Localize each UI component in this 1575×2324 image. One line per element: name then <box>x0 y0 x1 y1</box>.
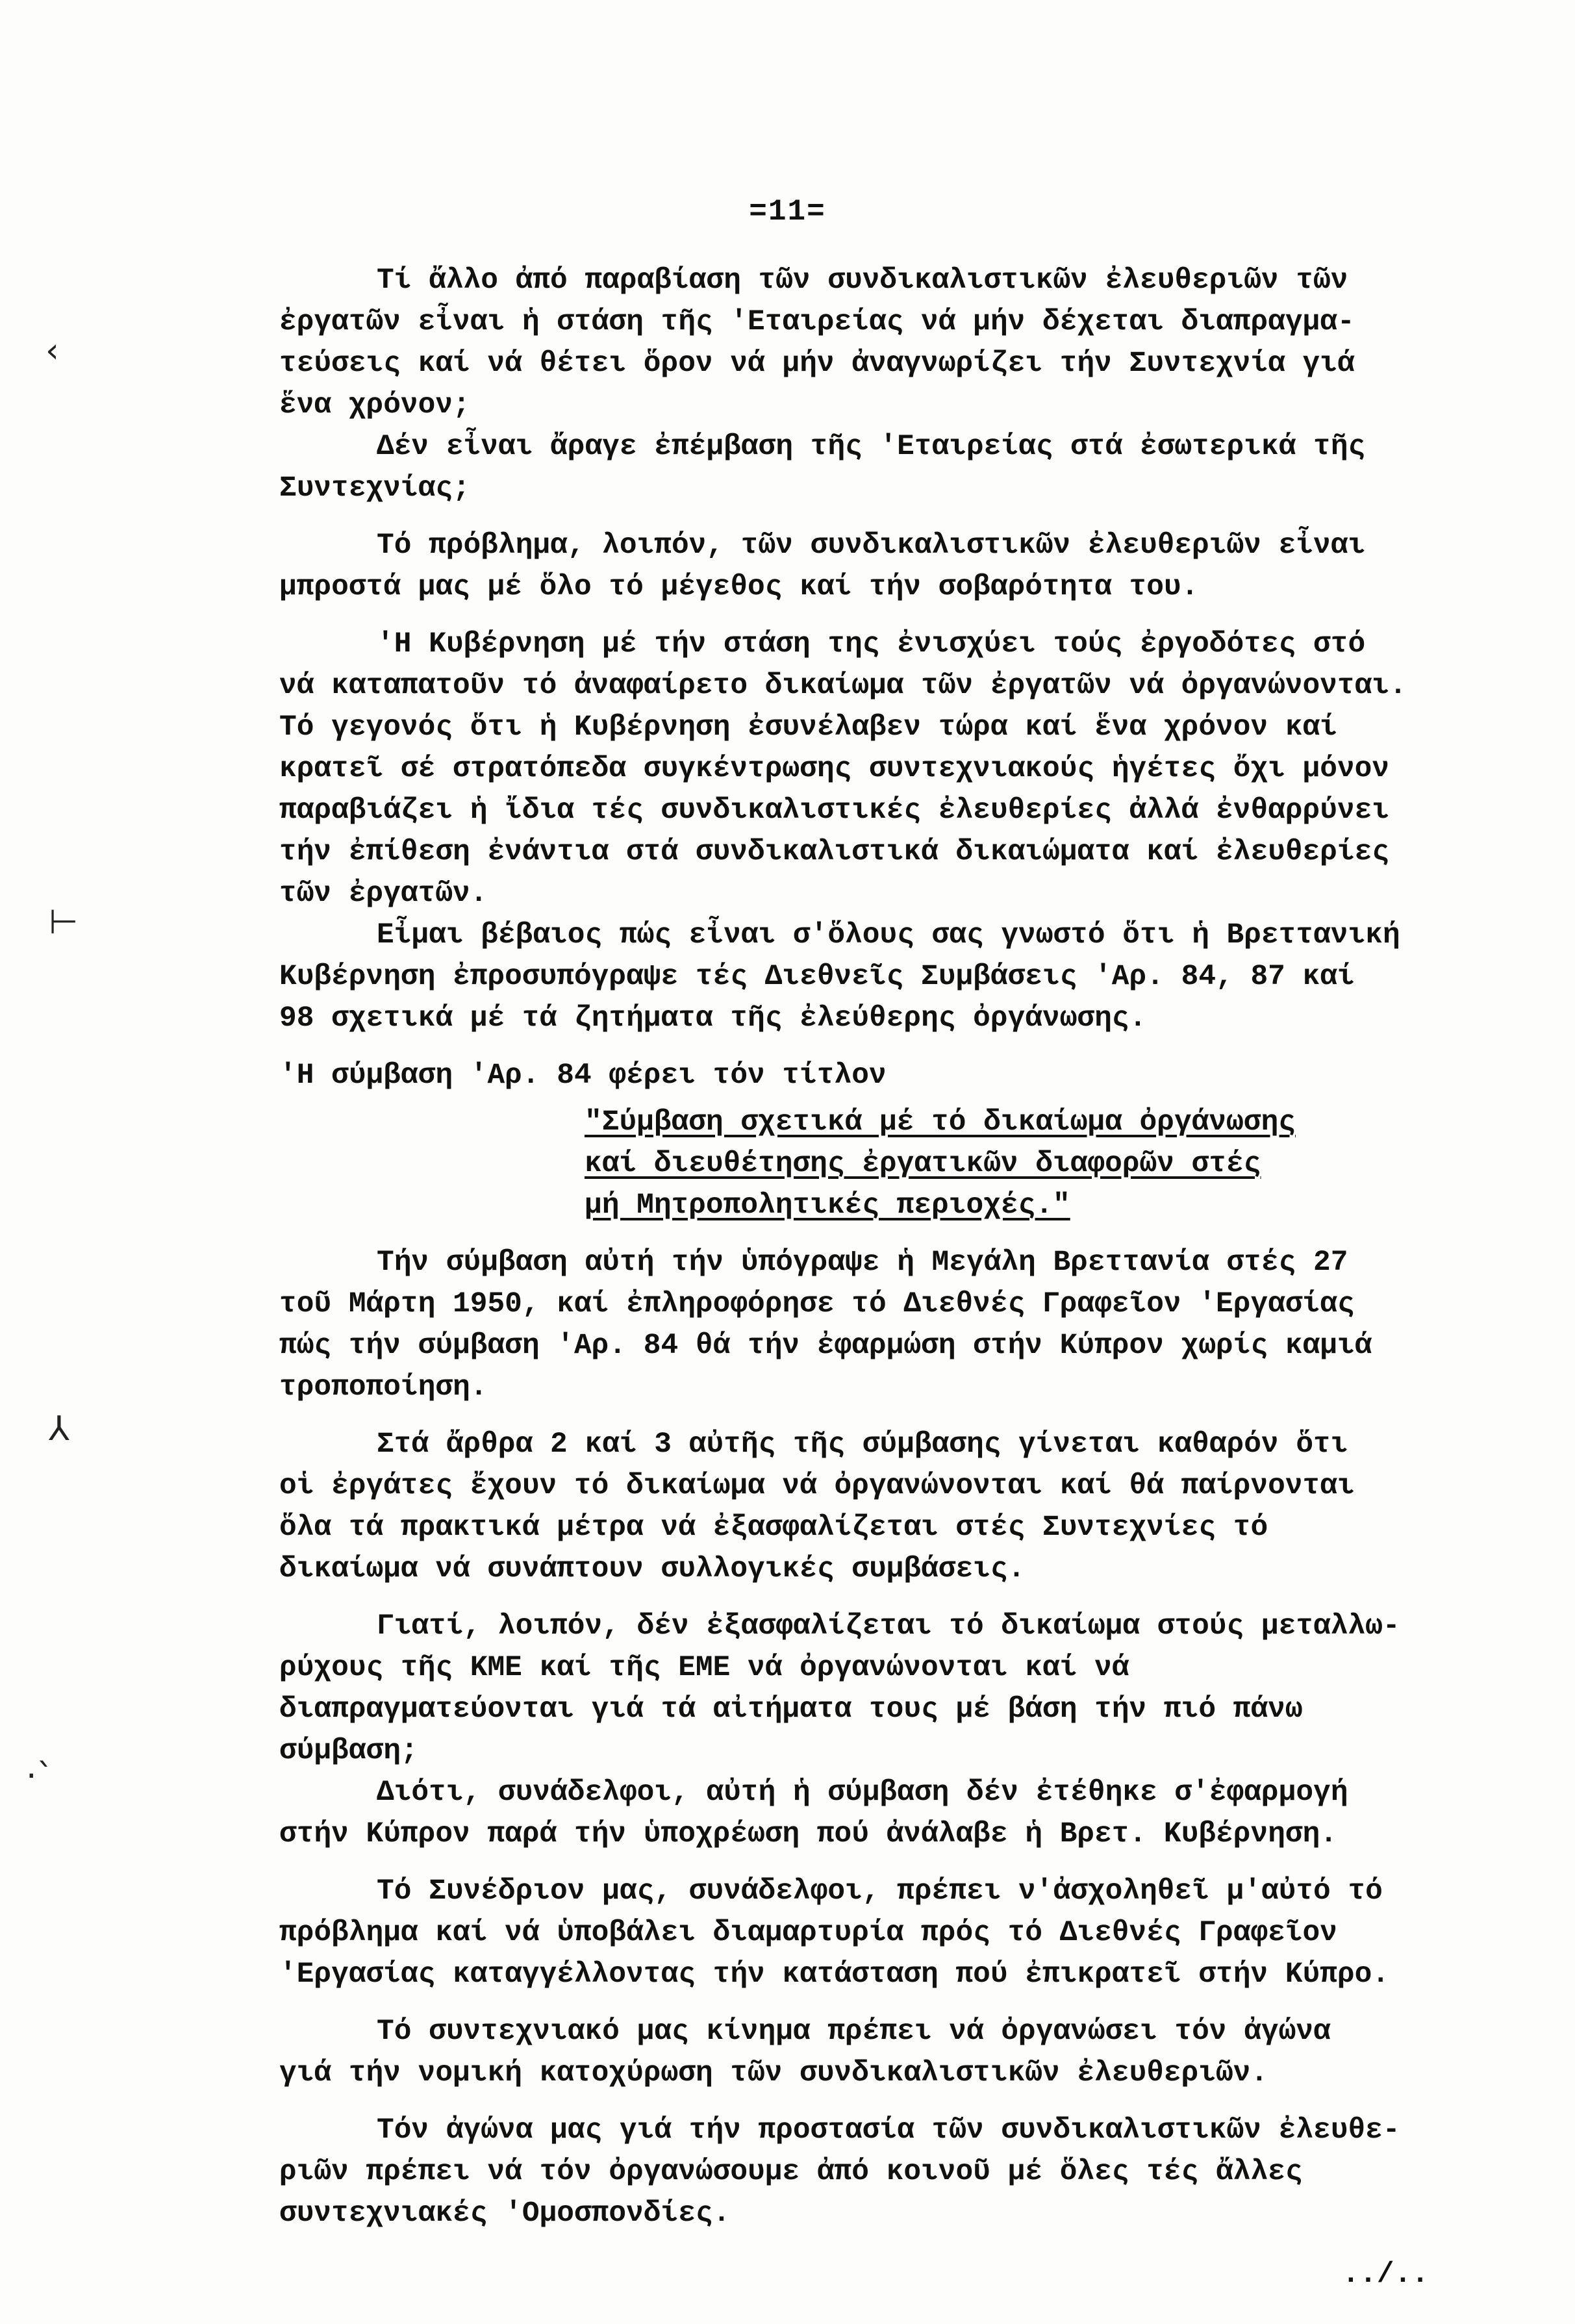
text-line: τροποποίηση. <box>279 1371 488 1404</box>
paragraph <box>279 1424 1572 1590</box>
text-line: Τό συντεχνιακό μας κίνημα πρέπει νά ὀργανώσει τόν ἀγώνα <box>377 2015 1331 2048</box>
text-line: στήν Κύπρον παρά τήν ὑποχρέωση πού ἀνάλαβε ἡ Βρετ. Κυβέρνηση. <box>279 1818 1337 1850</box>
text-line: Τό πρόβλημα, λοιπόν, τῶν συνδικαλιστικῶν ἐλευθεριῶν εἶναι <box>377 529 1366 562</box>
margin-mark: ‹ <box>45 331 59 370</box>
text-line: πώς τήν σύμβαση 'Αρ. 84 θά τήν ἐφαρμώση στήν Κύπρον χωρίς καμιά <box>279 1330 1372 1362</box>
text-line: μπροστά μας μέ ὅλο τό μέγεθος καί τήν σοβαρότητα του. <box>279 571 1199 603</box>
text-line: δικαίωμα νά συνάπτουν συλλογικές συμβάσεις. <box>279 1553 1026 1585</box>
text-line: Κυβέρνηση ἐπροσυπόγραψε τές Διεθνεῖς Συμβάσεις 'Αρ. 84, 87 καί <box>279 961 1355 993</box>
paragraph <box>279 1871 1572 1995</box>
margin-mark: ⊢ <box>49 903 79 942</box>
paragraph <box>279 915 1572 1039</box>
text-line: Τήν σύμβαση αὐτή τήν ὑπόγραψε ἡ Μεγάλη Βρεττανία στές 27 <box>377 1246 1348 1279</box>
text-line: ἐργατῶν εἶναι ἡ στάση τῆς 'Εταιρείας νά μήν δέχεται διαπραγμα- <box>279 306 1355 338</box>
paragraph <box>279 1055 1572 1096</box>
text-line: Τό Συνέδριον μας, συνάδελφοι, πρέπει ν'ἀσχοληθεῖ μ'αὐτό τό <box>377 1875 1383 1908</box>
margin-mark: ·ˋ <box>26 1757 54 1796</box>
text-line: σύμβαση; <box>279 1735 418 1767</box>
page-number: =11= <box>749 195 826 229</box>
paragraph <box>279 624 1572 915</box>
text-line: νά καταπατοῦν τό ἀναφαίρετο δικαίωμα τῶν ἐργατῶν νά ὀργανώνονται. <box>279 670 1407 702</box>
text-line: πρόβλημα καί νά ὑποβάλει διαμαρτυρία πρός τό Διεθνές Γραφεῖον <box>279 1917 1337 1949</box>
text-line: παραβιάζει ἡ ἴδια τές συνδικαλιστικές ἐλευθερίες ἀλλά ἐνθαρρύνει <box>279 794 1390 827</box>
text-line: Τό γεγονός ὅτι ἡ Κυβέρνηση ἐσυνέλαβεν τώρα καί ἕνα χρόνον καί <box>279 711 1337 744</box>
paragraph <box>279 525 1572 608</box>
document-body <box>279 260 1572 2295</box>
text-line: 'Η σύμβαση 'Αρ. 84 φέρει τόν τίτλον <box>279 1059 887 1092</box>
paragraph <box>279 1772 1572 1855</box>
paragraph <box>279 426 1572 509</box>
text-line: καί διευθέτησης ἐργατικῶν διαφορῶν στές <box>585 1148 1261 1180</box>
text-line: Εἶμαι βέβαιος πώς εἶναι σ'ὅλους σας γνωστό ὅτι ἡ Βρεττανική <box>377 919 1400 952</box>
text-line: ριῶν πρέπει νά τόν ὀργανώσουμε ἀπό κοινοῦ μέ ὅλες τές ἄλλες <box>279 2156 1303 2188</box>
text-line: "Σύμβαση σχετικά μέ τό δικαίωμα ὀργάνωσης <box>585 1106 1296 1139</box>
text-line: κρατεῖ σέ στρατόπεδα συγκέντρωσης συντεχνιακούς ἡγέτες ὄχι μόνον <box>279 753 1390 785</box>
text-line: Τόν ἀγώνα μας γιά τήν προστασία τῶν συνδικαλιστικῶν ἐλευθε- <box>377 2114 1400 2147</box>
text-line: Συντεχνίας; <box>279 472 470 505</box>
text-line: συντεχνιακές 'Ομοσπονδίες. <box>279 2197 731 2230</box>
text-line: 'Η Κυβέρνηση μέ τήν στάση της ἐνισχύει τούς ἐργοδότες στό <box>377 628 1366 661</box>
text-line: Τί ἄλλο ἀπό παραβίαση τῶν συνδικαλιστικῶν ἐλευθεριῶν τῶν <box>377 264 1348 297</box>
text-line: 'Εργασίας καταγγέλλοντας τήν κατάσταση πού ἐπικρατεῖ στήν Κύπρο. <box>279 1958 1390 1991</box>
paragraph <box>279 1242 1572 1408</box>
text-line: τεύσεις καί νά θέτει ὅρον νά μήν ἀναγνωρίζει τήν Συντεχνία γιά <box>279 347 1355 380</box>
text-line: τήν ἐπίθεση ἐνάντια στά συνδικαλιστικά δικαιώματα καί ἐλευθερίες <box>279 836 1390 868</box>
quoted-title <box>585 1102 1572 1226</box>
text-line: τῶν ἐργατῶν. <box>279 878 488 910</box>
paragraph <box>279 2011 1572 2094</box>
margin-mark: ⅄ <box>49 1409 69 1448</box>
text-line: τοῦ Μάρτη 1950, καί ἐπληροφόρησε τό Διεθνές Γραφεῖον 'Εργασίας <box>279 1288 1355 1320</box>
text-line: Δέν εἶναι ἄραγε ἐπέμβαση τῆς 'Εταιρείας στά ἐσωτερικά τῆς <box>377 431 1366 463</box>
text-line: Στά ἄρθρα 2 καί 3 αὐτῆς τῆς σύμβασης γίνεται καθαρόν ὅτι <box>377 1428 1348 1461</box>
paragraph <box>279 2110 1572 2234</box>
text-line: Γιατί, λοιπόν, δέν ἐξασφαλίζεται τό δικαίωμα στούς μεταλλω- <box>377 1610 1400 1643</box>
paragraph <box>279 260 1572 426</box>
text-line: 98 σχετικά μέ τά ζητήματα τῆς ἐλεύθερης ὀργάνωσης. <box>279 1002 1147 1035</box>
paragraph <box>279 1606 1572 1772</box>
text-line: μή Μητροπολητικές περιοχές." <box>585 1189 1070 1222</box>
text-line: γιά τήν νομική κατοχύρωση τῶν συνδικαλιστικῶν ἐλευθεριῶν. <box>279 2057 1268 2090</box>
text-line: διαπραγματεύονται γιά τά αἰτήματα τους μέ βάση τήν πιό πάνω <box>279 1693 1303 1726</box>
text-line: ἕνα χρόνον; <box>279 389 470 422</box>
text-line: ὅλα τά πρακτικά μέτρα νά ἐξασφαλίζεται στές Συντεχνίες τό <box>279 1511 1268 1544</box>
text-line: ρύχους τῆς ΚΜΕ καί τῆς ΕΜΕ νά ὀργανώνονται καί νά <box>279 1652 1129 1684</box>
text-line: οἱ ἐργάτες ἔχουν τό δικαίωμα νά ὀργανώνονται καί θά παίρνονται <box>279 1470 1355 1502</box>
text-line: Διότι, συνάδελφοι, αὐτή ἡ σύμβαση δέν ἐτέθηκε σ'ἐφαρμογή <box>377 1776 1348 1809</box>
continuation-mark: ../.. <box>1342 2258 1429 2291</box>
